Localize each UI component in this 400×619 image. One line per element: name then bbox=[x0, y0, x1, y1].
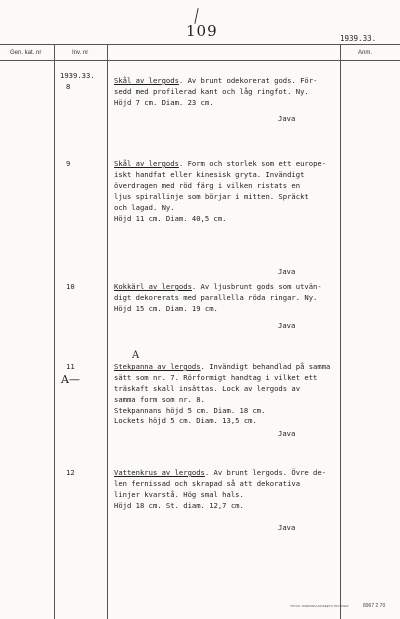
entry-description bbox=[114, 158, 346, 224]
inventory-year: 1939.33. bbox=[60, 71, 95, 80]
entry-line: Lockets höjd 5 cm. Diam. 13,5 cm. bbox=[114, 416, 257, 425]
entry-line: Höjd 15 cm. Diam. 19 cm. bbox=[114, 304, 218, 313]
column-rule-3 bbox=[340, 44, 341, 619]
entry-title: Stekpanna av lergods bbox=[114, 362, 201, 371]
header-gen-kat-nr: Gen. kat. nr bbox=[10, 50, 42, 56]
entry-line: Stekpannans höjd 5 cm. Diam. 18 cm. bbox=[114, 406, 266, 415]
entry-number: 8 bbox=[66, 82, 71, 91]
entry-line: samma form som nr. 8. bbox=[114, 395, 205, 404]
entry-title: Skål av lergods bbox=[114, 159, 179, 168]
entry-line: linjer kvarstå. Hög smal hals. bbox=[114, 490, 244, 499]
entry-number: 9 bbox=[66, 159, 71, 168]
entry-origin: Java bbox=[278, 523, 296, 532]
entry-line: Höjd 11 cm. Diam. 40,5 cm. bbox=[114, 214, 227, 223]
entry-line: Höjd 7 cm. Diam. 23 cm. bbox=[114, 98, 214, 107]
entry-number: 11 bbox=[66, 362, 75, 371]
entry-description bbox=[114, 467, 346, 511]
footer-code: 8967 2 70 bbox=[363, 603, 386, 609]
entry-line: ljus spirallinje som börjar i mitten. Spräckt bbox=[114, 192, 309, 201]
entry-line: . Av brunt lergods. Övre de- bbox=[204, 468, 327, 477]
entry-line: sedd med profilerad kant och låg ringfot. Ny. bbox=[114, 87, 309, 96]
handwritten-mark-above: A bbox=[132, 350, 140, 361]
column-rule-1 bbox=[54, 44, 55, 619]
entry-number: 10 bbox=[66, 282, 75, 291]
entry-origin: Java bbox=[278, 429, 296, 438]
entry-title: Skål av lergods bbox=[114, 76, 179, 85]
entry-title: Kokkärl av lergods bbox=[114, 282, 192, 291]
entry-origin: Java bbox=[278, 114, 296, 123]
entry-line: digt dekorerats med parallella röda ringar. Ny. bbox=[114, 293, 318, 302]
entry-line: . Form och storlek som ett europe- bbox=[178, 159, 327, 168]
entry-origin: Java bbox=[278, 267, 296, 276]
entry-number: 12 bbox=[66, 468, 75, 477]
entry-title: Vattenkrus av lergods bbox=[114, 468, 205, 477]
page-number: 109 bbox=[186, 22, 218, 40]
entry-line: sätt som nr. 7. Rörformigt handtag i vilket ett bbox=[114, 373, 318, 382]
entry-description bbox=[114, 281, 346, 314]
entry-line: överdragen med röd färg i vilken ristats en bbox=[114, 181, 301, 190]
column-rule-2 bbox=[107, 44, 108, 619]
entry-line: . Av ljusbrunt gods som utvän- bbox=[191, 282, 322, 291]
entry-line: iskt handfat eller kinesisk gryta. Invändigt bbox=[114, 170, 305, 179]
entry-line: . Av brunt odekorerat gods. För- bbox=[178, 76, 318, 85]
entry-line: träskaft skall insättas. Lock av lergods av bbox=[114, 384, 301, 393]
entry-line: Höjd 18 cm. St. diam. 12,7 cm. bbox=[114, 501, 244, 510]
footer-printer: TRYCK: NORDISKA MUSEETS TRYCKERI bbox=[290, 604, 349, 608]
handwritten-mark: A— bbox=[61, 373, 80, 386]
entry-description bbox=[114, 75, 346, 108]
entry-line: . Invändigt behandlad på samma bbox=[200, 362, 331, 371]
entry-line: och lagad. Ny. bbox=[114, 203, 175, 212]
header-year: 1939.33. bbox=[340, 34, 377, 43]
entry-origin: Java bbox=[278, 321, 296, 330]
header-anm: Anm. bbox=[358, 50, 373, 56]
entry-description bbox=[114, 361, 346, 425]
header-inv-nr: Inv. nr bbox=[72, 50, 89, 56]
entry-line: len fernissad och skrapad så att dekorativa bbox=[114, 479, 301, 488]
